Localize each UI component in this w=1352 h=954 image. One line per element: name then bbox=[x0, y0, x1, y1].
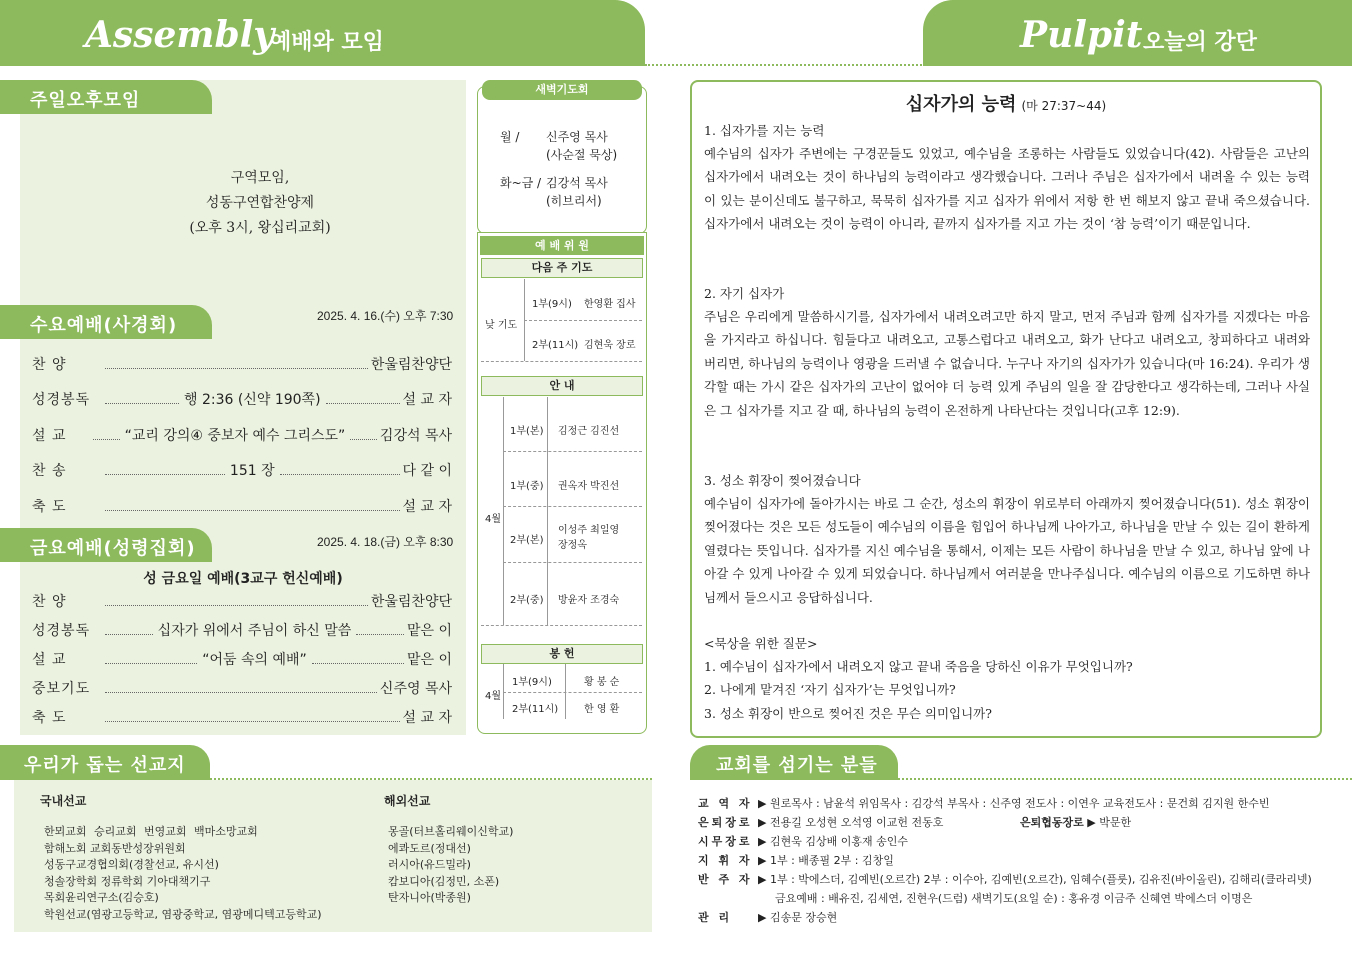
guide-part: 1부(본) bbox=[510, 426, 544, 437]
row-value: 설 교 자 bbox=[402, 710, 452, 726]
header-left bbox=[0, 0, 645, 66]
leader-dots bbox=[105, 474, 225, 475]
row-value: 설 교 자 bbox=[402, 499, 452, 515]
servant-label: 시무장로 bbox=[698, 835, 753, 848]
sermon-heading: 1. 십자가를 지는 능력 bbox=[704, 123, 825, 138]
servant-text: 1부 : 배종필 2부 : 김창일 bbox=[769, 854, 894, 867]
dawn-tue-name: 김강석 목사 bbox=[546, 176, 608, 190]
guide-part: 1부(중) bbox=[510, 481, 544, 492]
overseas-item: 몽골(터브홀리웨이신학교) bbox=[388, 825, 514, 838]
domestic-item: 목회윤리연구소(김승호) bbox=[44, 891, 159, 904]
sermon-question: 3. 성소 휘장이 반으로 찢어진 것은 무슨 의미입니까? bbox=[704, 706, 992, 721]
sermon-question: 2. 나에게 맡겨진 ‘자기 십자가’는 무엇입니까? bbox=[704, 682, 956, 697]
wednesday-tab-label: 수요예배(사경회) bbox=[30, 315, 178, 336]
dawn-title-text: 새벽기도회 bbox=[535, 83, 589, 96]
sermon-heading: 3. 성소 휘장이 찢어졌습니다 bbox=[704, 473, 861, 488]
sunday-text bbox=[140, 166, 380, 241]
divider bbox=[503, 692, 642, 693]
servant-label: 은퇴장로 bbox=[698, 816, 753, 829]
tab-wednesday bbox=[0, 305, 212, 339]
domestic-title: 국내선교 bbox=[40, 794, 87, 808]
servant-text: 전용길 오성현 오석영 이교헌 전동호 bbox=[769, 816, 944, 829]
offering-month: 4월 bbox=[485, 691, 502, 702]
dawn-mon-label: 월 / bbox=[500, 130, 520, 144]
prayer-name: 한영환 집사 bbox=[584, 299, 636, 310]
sermon-paragraph: 예수님의 십자가 주변에는 구경꾼들도 있었고, 예수님을 조롱하는 사람들도 있었습니다(42). 사람들은 고난의 십자가에서 내려오는 것이 하나님의 능력이라고 생각했습니다. 그러나 주님은 십자가에서 내려올 수 있는 능력이 있는 분이신데도 불구하고, 묵묵히 십자가를 지고 십자가 위에서 저항 한 번 해보지 않고 끝내 죽으셨습니다. 십자가에서 내려오는 것이 능력이 아니라, 끝까지 십자가를 지고 가는 것이 ‘참 능력’이기 때문입니다. bbox=[704, 146, 1310, 232]
header-right-script: Pulpit bbox=[1020, 14, 1143, 56]
servant-row bbox=[775, 890, 1252, 906]
row-label: 축 도 bbox=[32, 499, 67, 515]
offering-title-text: 봉 헌 bbox=[549, 647, 575, 660]
header-left-script: Assembly bbox=[85, 14, 275, 56]
row-label: 중보기도 bbox=[32, 681, 91, 697]
fri-row bbox=[32, 649, 452, 669]
domestic-item: 함해노회 교회동반성장위원회 bbox=[44, 842, 186, 855]
wed-row bbox=[32, 389, 452, 409]
divider bbox=[481, 625, 642, 626]
row-mid: “어둠 속의 예배” bbox=[202, 652, 307, 668]
sermon-title-text: 십자가의 능력 bbox=[905, 94, 1017, 115]
servant-row: 지 휘 자 ▶ 1부 : 배종필 2부 : 김창일 bbox=[698, 854, 894, 867]
servant-label: 지 휘 자 bbox=[698, 854, 753, 867]
tab-missions bbox=[0, 745, 210, 780]
leader-dots bbox=[105, 510, 400, 511]
servant-label: 관 리 bbox=[698, 911, 733, 924]
offering-part: 2부(11시) bbox=[512, 704, 559, 715]
servant-text: 김현욱 김상배 이홍재 송인수 bbox=[769, 835, 908, 848]
servant-text: 김송문 장승현 bbox=[769, 911, 838, 924]
row-value: 김강석 목사 bbox=[379, 428, 452, 444]
divider bbox=[503, 451, 642, 452]
next-prayer-header bbox=[481, 258, 643, 278]
servant-extra-text: 박문한 bbox=[1099, 816, 1132, 829]
sermon-title bbox=[692, 90, 1320, 116]
sermon-question-heading: <묵상을 위한 질문> bbox=[704, 636, 818, 651]
sermon-paragraph: 예수님이 십자가에 돌아가시는 바로 그 순간, 성소의 휘장이 위로부터 아래까지 찢어졌습니다(51). 성소 휘장이 찢어졌다는 것은 모든 성도들이 예수님의 이름을 힘입어 하나님께 나아가고, 하나님을 만날 수 있는 길이 환하게 열렸다는 뜻입니다. 십자가를 지신 예수님을 통해서, 이제는 모든 사람이 하나님을 만날 수 있고, 하나님 앞에 나아갈 수 있게 나아갈 수 있게 되었습니다. 하나님께서 여러분을 만나주십니다. 예수님의 이름으로 기도하면 하나님께서 들으시고 응답하십니다. bbox=[704, 496, 1310, 605]
servant-text: 금요예배 : 배유진, 김세연, 진현우(드럼) 새벽기도(요일 순) : 홍유경 이금주 신혜연 박에스더 이명은 bbox=[775, 892, 1253, 905]
guide-names: 김정근 김진선 bbox=[558, 426, 620, 437]
servant-label: 교 역 자 bbox=[698, 797, 753, 810]
fri-row bbox=[32, 707, 452, 727]
leader-dots bbox=[356, 634, 404, 635]
row-mid: 151 장 bbox=[229, 463, 275, 479]
servant-row: 관 리 ▶ 김송문 장승현 bbox=[698, 911, 838, 924]
leader-dots bbox=[105, 663, 197, 664]
row-value: 설 교 자 bbox=[402, 392, 453, 408]
domestic-item: 청솔장학회 정류학회 기아대책기구 bbox=[44, 875, 211, 888]
servants-tab-label: 교회를 섬기는 분들 bbox=[716, 755, 878, 776]
offering-header bbox=[481, 644, 643, 664]
divider bbox=[481, 361, 642, 362]
leader-dots bbox=[280, 474, 400, 475]
offering-name: 한 영 환 bbox=[584, 704, 620, 715]
sermon-question: 1. 예수님이 십자가에서 내려오지 않고 끝내 죽음을 당하신 이유가 무엇입니까? bbox=[704, 659, 1133, 674]
fri-row bbox=[32, 678, 452, 698]
guide-month: 4월 bbox=[485, 514, 502, 525]
sermon-paragraph: 주님은 우리에게 말씀하시기를, 십자가에서 내려오려고만 하지 말고, 먼저 주님과 함께 십자가를 지겠다는 마음을 가지라고 하십니다. 힘들다고 내려오고, 고통스럽다고 내려오고, 화가 난다고 내려오고, 창피하다고 내려와 버리면, 하나님의 능력이나 영광을 드러낼 수 없습니다. 누구나 자기의 십자가가 있습니다(마 16:24). 우리가 생각할 때는 가시 같은 십자가의 고난이 없어야 더 능력 있게 주님의 일을 잘 감당한다고 생각하는데, 그러나 사실은 그 십자가를 지고 갈 때, 하나님의 능력이 온전하게 나타난다는 것입니다(고후 12:9). bbox=[704, 309, 1310, 418]
overseas-item: 에콰도르(정대선) bbox=[388, 842, 471, 855]
overseas-item: 캄보디아(김정민, 소폰) bbox=[388, 875, 500, 888]
sermon-panel bbox=[690, 80, 1322, 738]
prayer-part: 1부(9시) bbox=[532, 299, 572, 310]
prayer-part: 2부(11시) bbox=[532, 340, 579, 351]
overseas-item: 탄자니아(박종원) bbox=[388, 891, 471, 904]
header-divider bbox=[645, 64, 925, 66]
dawn-mon-text: (사순절 묵상) bbox=[546, 148, 618, 162]
fri-row bbox=[32, 591, 452, 611]
divider bbox=[503, 506, 642, 507]
offering-part: 1부(9시) bbox=[512, 677, 552, 688]
sermon-ref: (마 27:37~44) bbox=[1021, 99, 1107, 113]
servant-label: 반 주 자 bbox=[698, 873, 753, 886]
dawn-prayer-title bbox=[482, 80, 642, 100]
row-value: 한울림찬양단 bbox=[370, 594, 452, 610]
divider bbox=[547, 397, 548, 625]
guide-names: 권옥자 박진선 bbox=[558, 481, 620, 492]
row-mid: “교리 강의④ 중보자 예수 그리스도” bbox=[124, 428, 346, 444]
guide-title-text: 안 내 bbox=[549, 379, 575, 392]
row-label: 설 교 bbox=[32, 652, 67, 668]
row-label: 성경봉독 bbox=[32, 623, 91, 639]
servant-row: 반 주 자 ▶ 1부 : 박에스더, 김예빈(오르간) 2부 : 이수아, 김예빈(오르간), 임혜수(플룻), 김유진(바이올린), 김해리(클라리넷) bbox=[698, 873, 1312, 886]
fri-row bbox=[32, 620, 452, 640]
servant-row: 시무장로 ▶ 김현욱 김상배 이홍재 송인수 bbox=[698, 835, 908, 848]
row-label: 찬 양 bbox=[32, 357, 67, 373]
guide-header bbox=[481, 376, 643, 396]
divider bbox=[503, 397, 504, 625]
leader-dots bbox=[105, 403, 179, 404]
domestic-item: 학원선교(염광고등학교, 염광중학교, 염광메디텍고등학교) bbox=[44, 908, 322, 921]
servant-extra: 은퇴협동장로 ▶ 박문한 bbox=[1020, 816, 1132, 829]
wed-row bbox=[32, 496, 452, 516]
row-label: 성경봉독 bbox=[32, 392, 91, 408]
servant-text: 원로목사 : 남윤석 위임목사 : 김강석 부목사 : 신주영 전도사 : 이연우 교육전도사 : 문건희 김지원 한수빈 bbox=[769, 797, 1270, 810]
dawn-tue-label: 화~금 / bbox=[500, 176, 542, 190]
dawn-mon-name: 신주영 목사 bbox=[546, 130, 608, 144]
overseas-title: 해외선교 bbox=[384, 794, 431, 808]
servant-extra-label: 은퇴협동장로 bbox=[1020, 816, 1084, 829]
next-prayer-text: 다음 주 기도 bbox=[531, 261, 593, 274]
sermon-heading: 2. 자기 십자가 bbox=[704, 286, 785, 301]
missions-divider bbox=[210, 778, 652, 780]
wed-row bbox=[32, 354, 452, 374]
row-value: 맡은 이 bbox=[406, 652, 452, 668]
friday-date: 2025. 4. 18.(금) 오후 8:30 bbox=[317, 535, 454, 549]
committee-title bbox=[480, 236, 644, 255]
friday-tab-label: 금요예배(성령집회) bbox=[30, 538, 196, 559]
row-label: 축 도 bbox=[32, 710, 67, 726]
guide-part: 2부(본) bbox=[510, 535, 544, 546]
tab-sunday bbox=[0, 80, 212, 114]
row-label: 설 교 bbox=[32, 428, 67, 444]
servants-divider bbox=[898, 778, 1352, 780]
prayer-label: 낮 기도 bbox=[485, 320, 518, 331]
servant-row: 교 역 자 ▶ 원로목사 : 남윤석 위임목사 : 김강석 부목사 : 신주영 전도사 : 이연우 교육전도사 : 문건희 김지원 한수빈 bbox=[698, 797, 1270, 810]
wednesday-date: 2025. 4. 16.(수) 오후 7:30 bbox=[317, 309, 454, 323]
sunday-tab-label: 주일오후모임 bbox=[30, 90, 141, 111]
overseas-item: 러시아(유드밀라) bbox=[388, 858, 471, 871]
domestic-item: 성동구교경협의회(경찰선교, 유시선) bbox=[44, 858, 219, 871]
sunday-line: 구역모임, bbox=[230, 170, 290, 186]
wed-row bbox=[32, 425, 452, 445]
header-left-title: 예배와 모임 bbox=[270, 30, 384, 55]
row-label: 찬 양 bbox=[32, 594, 67, 610]
row-mid: 십자가 위에서 주님이 하신 말씀 bbox=[157, 623, 352, 639]
row-label: 찬 송 bbox=[32, 463, 67, 479]
row-value: 한울림찬양단 bbox=[370, 357, 452, 373]
header-right-title: 오늘의 강단 bbox=[1143, 30, 1257, 55]
offering-name: 황 봉 순 bbox=[584, 677, 620, 688]
divider bbox=[503, 562, 642, 563]
tab-friday bbox=[0, 528, 212, 562]
row-value: 다 같 이 bbox=[402, 463, 452, 479]
leader-dots bbox=[105, 692, 377, 693]
sunday-line: (오후 3시, 왕십리교회) bbox=[189, 220, 331, 236]
leader-dots bbox=[350, 439, 377, 440]
leader-dots bbox=[326, 403, 400, 404]
leader-dots bbox=[105, 634, 153, 635]
header-right bbox=[923, 0, 1352, 66]
leader-dots bbox=[105, 605, 368, 606]
sunday-line: 성동구연합찬양제 bbox=[205, 195, 315, 211]
dawn-tue-text: (히브리서) bbox=[546, 194, 602, 208]
row-mid: 행 2:36 (신약 190쪽) bbox=[184, 392, 321, 408]
wed-row bbox=[32, 460, 452, 480]
servant-row: 은퇴장로 ▶ 전용길 오성현 오석영 이교헌 전동호 bbox=[698, 816, 944, 829]
guide-names: 방윤자 조경숙 bbox=[558, 595, 620, 606]
friday-subtitle: 성 금요일 예배(3교구 헌신예배) bbox=[143, 571, 343, 587]
domestic-item: 한뫼교회 승리교회 번영교회 백마소망교회 bbox=[44, 825, 258, 838]
leader-dots bbox=[93, 439, 120, 440]
leader-dots bbox=[105, 721, 400, 722]
prayer-name: 김현욱 장로 bbox=[584, 340, 636, 351]
missions-tab-label: 우리가 돕는 선교지 bbox=[24, 755, 186, 776]
divider bbox=[524, 320, 642, 321]
guide-part: 2부(중) bbox=[510, 595, 544, 606]
row-value: 신주영 목사 bbox=[379, 681, 452, 697]
row-value: 맡은 이 bbox=[406, 623, 452, 639]
leader-dots bbox=[105, 368, 368, 369]
committee-title-text: 예 배 위 원 bbox=[535, 239, 589, 252]
guide-names: 이성주 최일영 장정옥 bbox=[558, 525, 620, 551]
servant-text: 1부 : 박에스더, 김예빈(오르간) 2부 : 이수아, 김예빈(오르간), 임혜수(플룻), 김유진(바이올린), 김해리(클라리넷) bbox=[769, 873, 1312, 886]
leader-dots bbox=[312, 663, 404, 664]
tab-servants bbox=[690, 745, 898, 780]
